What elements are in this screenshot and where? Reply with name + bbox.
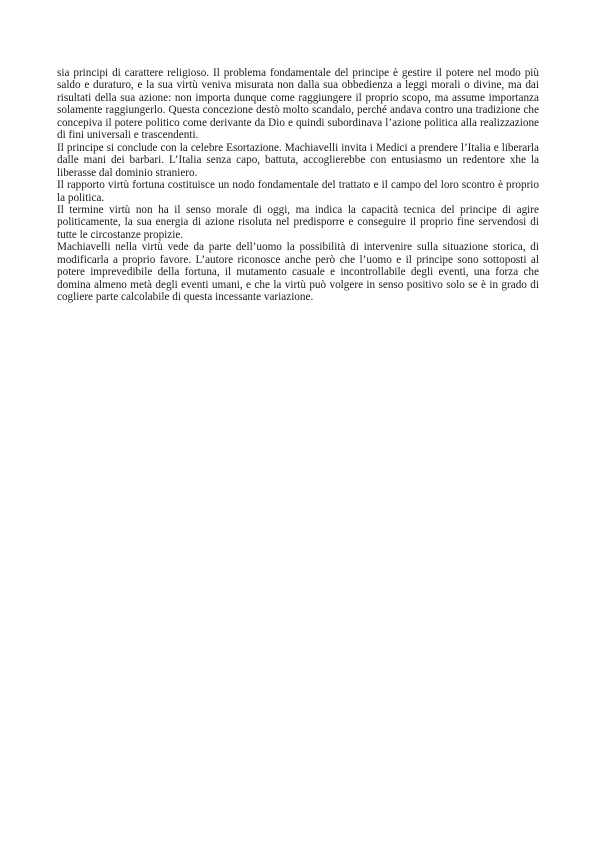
paragraph-virtu-meaning: Il termine virtù non ha il senso morale di oggi, ma indica la capacità tecnica del principe di agire politicamente, la sua energia di azione risoluta nel predisporre e conseguire il proprio fine servendosi di tutte le circostanze propizie. xyxy=(57,203,539,241)
paragraph-esortazione: Il principe si conclude con la celebre Esortazione. Machiavelli invita i Medici a prendere l’Italia e liberarla dalle mani dei barbari. L’Italia senza capo, battuta, accoglierebbe con entusiasmo un redentore xhe la liberasse dal dominio straniero. xyxy=(57,141,539,179)
paragraph-virtu-fortuna: Il rapporto virtù fortuna costituisce un nodo fondamentale del trattato e il campo del loro scontro è proprio la politica. xyxy=(57,179,539,204)
body-text xyxy=(57,67,539,304)
paragraph-religion-and-power: sia principi di carattere religioso. Il problema fondamentale del principe è gestire il potere nel modo più saldo e duraturo, e la sua virtù veniva misurata non dalla sua obbedienza a leggi morali o divine, ma dai risultati della sua azione: non importa dunque come raggiungere il proprio scopo, ma assume importanza solamente raggiungerlo. Questa concezione destò molto scandalo, perché andava contro una tradizione che concepiva il potere politico come derivante da Dio e quindi subordinava l’azione politica alla realizzazione di fini universali e trascendenti. xyxy=(57,67,539,142)
paragraph-machiavelli-virtu: Machiavelli nella virtù vede da parte dell’uomo la possibilità di intervenire sulla situazione storica, di modificarla a proprio favore. L’autore riconosce anche però che l’uomo e il principe sono sottoposti al potere imprevedibile della fortuna, il mutamento casuale e incontrollabile degli eventi, una forza che domina almeno metà degli eventi umani, e che la virtù può volgere in senso positivo solo se è in grado di cogliere parte calcolabile di questa incessante variazione. xyxy=(57,241,539,304)
